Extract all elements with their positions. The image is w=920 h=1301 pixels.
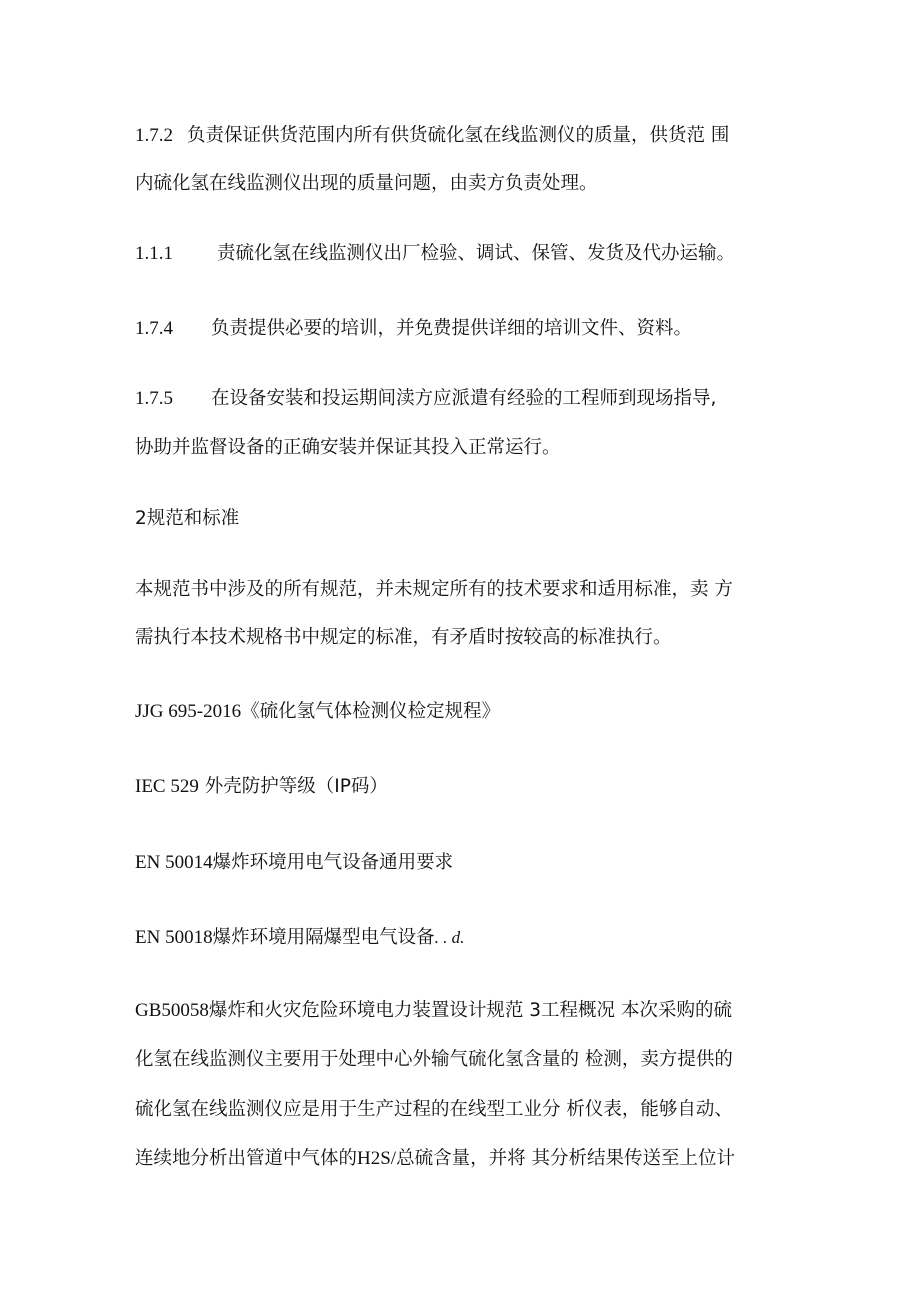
standard-code: GB50058	[135, 1000, 209, 1021]
clause-text: 在设备安装和投运期间渎方应派遣有经验的工程师到现场指导,	[211, 388, 717, 409]
clause-number: 1.7.2	[135, 125, 173, 146]
paragraph-text: 爆炸和火灾危险环境电力装置设计规范 3工程概况 本次采购的硫	[208, 1000, 732, 1021]
standard-item	[135, 700, 500, 724]
standard-item	[135, 775, 388, 799]
chemical-formula: H2S/	[357, 1148, 397, 1169]
standard-suffix: . . d.	[434, 928, 465, 947]
clause-text: 负责提供必要的培训，并免费提供详细的培训文件、资料。	[211, 318, 693, 339]
section-2-intro-line-1: 本规范书中涉及的所有规范，并未规定所有的技术要求和适用标准，卖 方	[135, 579, 733, 600]
standard-item	[135, 851, 453, 875]
standard-title: 爆炸环境用隔爆型电气设备	[212, 927, 435, 948]
paragraph-text: 总硫含量，并将 其分析结果传送至上位计	[396, 1148, 735, 1169]
paragraph-1-7-5-line-2: 协助并监督设备的正确安装并保证其投入正常运行。	[135, 437, 561, 458]
standard-title: 《硫化氢气体检测仪检定规程》	[241, 701, 501, 722]
standard-code: EN 50018	[135, 927, 213, 948]
final-paragraph-line-3: 硫化氢在线监测仪应是用于生产过程的在线型工业分 析仪表，能够自动、	[135, 1099, 733, 1120]
clause-number: 1.7.4	[135, 318, 173, 339]
standard-title: 爆炸环境用电气设备通用要求	[212, 852, 454, 873]
clause-number: 1.1.1	[135, 243, 173, 264]
paragraph-1-7-5-line-1	[135, 387, 716, 411]
standard-code: JJG 695-2016	[135, 701, 242, 722]
paragraph-1-7-2-line-1	[135, 124, 729, 148]
paragraph-1-7-4	[135, 317, 692, 341]
standard-item	[135, 926, 464, 950]
final-paragraph-line-2: 化氢在线监测仪主要用于处理中心外输气硫化氢含量的 检测，卖方提供的	[135, 1049, 733, 1070]
clause-text: 责硫化氢在线监测仪出厂检验、调试、保管、发货及代办运输。	[217, 243, 736, 264]
final-paragraph-line-4	[135, 1147, 735, 1171]
standard-code: IEC 529	[135, 776, 199, 797]
standard-title: 外壳防护等级（IP码）	[204, 776, 388, 797]
section-2-heading: 2规范和标准	[135, 508, 240, 529]
paragraph-1-1-1	[135, 242, 735, 266]
paragraph-text: 连续地分析出管道中气体的	[135, 1148, 358, 1169]
clause-text: 负责保证供货范围内所有供货硫化氢在线监测仪的质量，供货范 围	[187, 125, 730, 146]
section-2-intro-line-2: 需执行本技术规格书中规定的标准，有矛盾时按较高的标准执行。	[135, 627, 672, 648]
clause-number: 1.7.5	[135, 388, 173, 409]
paragraph-1-7-2-line-2: 内硫化氢在线监测仪出现的质量问题，由卖方负责处理。	[135, 173, 598, 194]
final-paragraph-line-1	[135, 999, 732, 1023]
standard-code: EN 50014	[135, 852, 213, 873]
